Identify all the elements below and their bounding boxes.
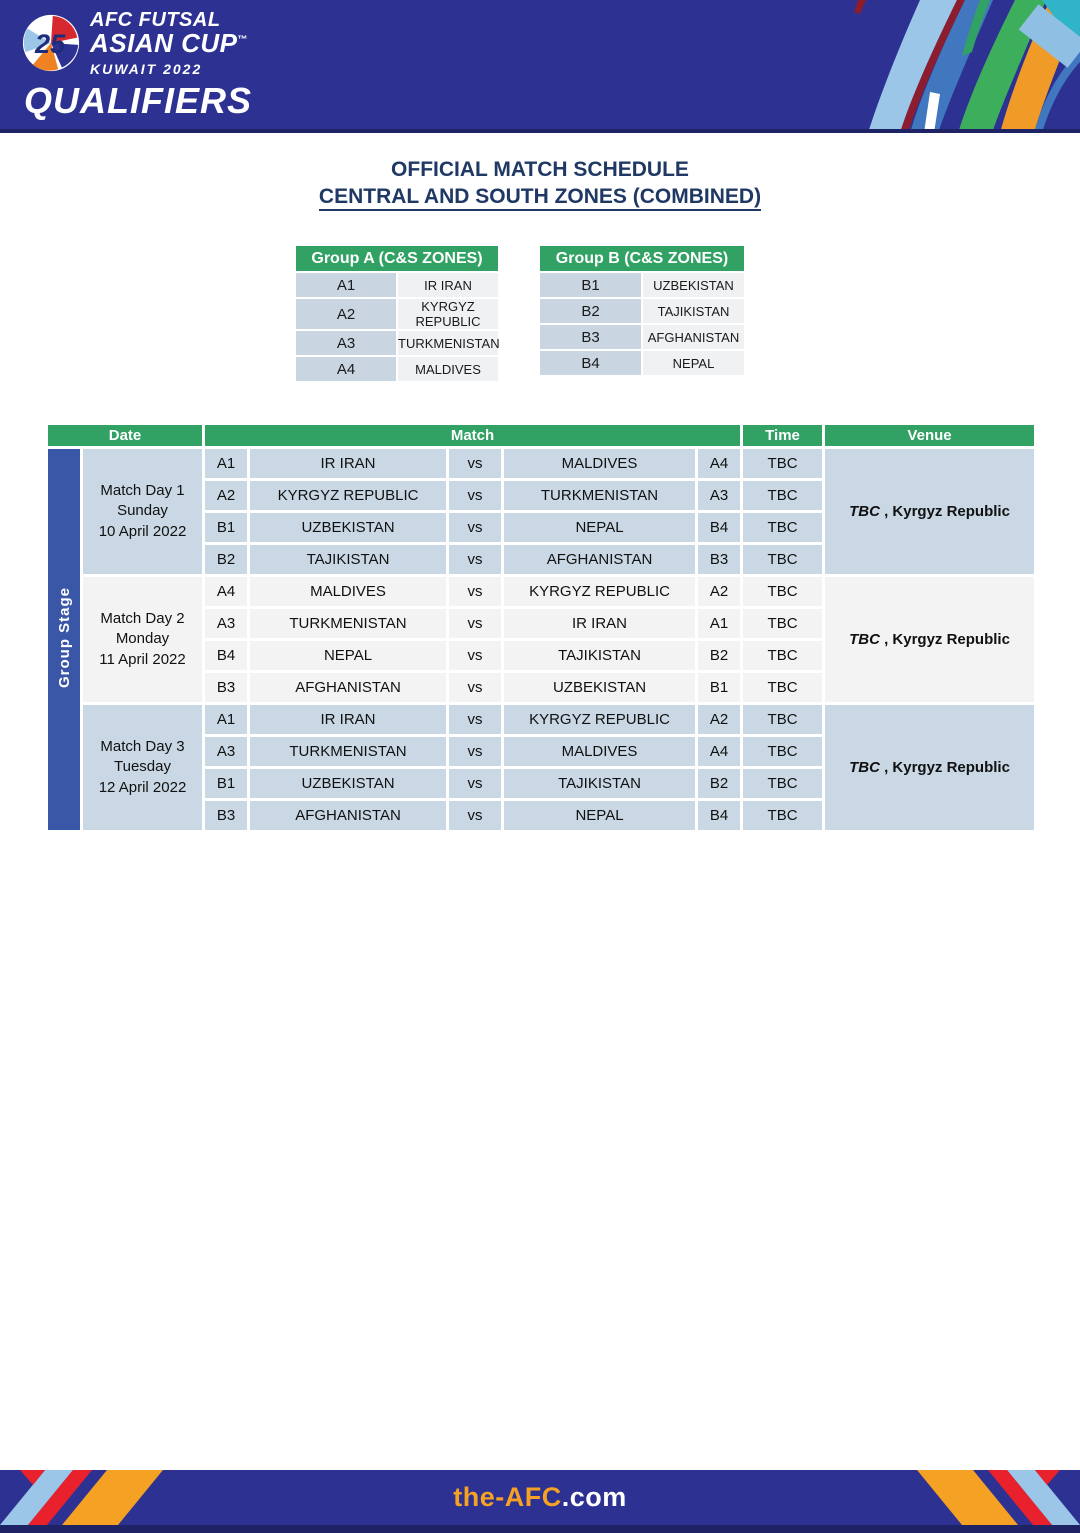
venue-column-header: Venue (825, 425, 1034, 446)
away-code: A4 (698, 449, 740, 478)
vs-label: vs (449, 513, 501, 542)
away-team: TURKMENISTAN (504, 481, 695, 510)
away-team: KYRGYZ REPUBLIC (504, 577, 695, 606)
time-cell: TBC (743, 449, 822, 478)
vs-label: vs (449, 737, 501, 766)
match-row (48, 705, 1034, 734)
away-team: MALDIVES (504, 449, 695, 478)
vs-label: vs (449, 577, 501, 606)
header-ribbon-decoration-icon (830, 0, 1080, 133)
vs-label: vs (449, 449, 501, 478)
schedule-header-row (48, 425, 1034, 446)
away-team: AFGHANISTAN (504, 545, 695, 574)
home-team: TURKMENISTAN (250, 737, 446, 766)
home-team: AFGHANISTAN (250, 801, 446, 830)
vs-label: vs (449, 641, 501, 670)
away-code: A1 (698, 609, 740, 638)
logo-ball-icon (22, 14, 80, 72)
team-name: TAJIKISTAN (643, 299, 744, 323)
away-code: A4 (698, 737, 740, 766)
team-name: NEPAL (643, 351, 744, 375)
team-code: B3 (540, 325, 641, 349)
group-stage-strip (48, 449, 80, 830)
home-code: A4 (205, 577, 247, 606)
away-code: A2 (698, 577, 740, 606)
home-team: NEPAL (250, 641, 446, 670)
away-code: A3 (698, 481, 740, 510)
home-team: IR IRAN (250, 705, 446, 734)
time-cell: TBC (743, 737, 822, 766)
venue-cell: TBC , Kyrgyz Republic (825, 449, 1034, 574)
away-team: NEPAL (504, 801, 695, 830)
logo-line2: ASIAN CUP™ (90, 28, 249, 59)
home-team: KYRGYZ REPUBLIC (250, 481, 446, 510)
home-team: UZBEKISTAN (250, 513, 446, 542)
away-code: B1 (698, 673, 740, 702)
date-column-header: Date (48, 425, 202, 446)
footer-banner (0, 1470, 1080, 1525)
vs-label: vs (449, 545, 501, 574)
team-code: A2 (296, 299, 396, 329)
time-cell: TBC (743, 513, 822, 542)
home-team: AFGHANISTAN (250, 673, 446, 702)
vs-label: vs (449, 769, 501, 798)
home-code: A1 (205, 449, 247, 478)
table-row (540, 325, 744, 349)
team-name: UZBEKISTAN (643, 273, 744, 297)
home-code: B3 (205, 673, 247, 702)
home-code: B1 (205, 513, 247, 542)
trademark-symbol: ™ (237, 34, 249, 46)
header-bottom-edge (0, 129, 1080, 133)
group-a-header: Group A (C&S ZONES) (296, 246, 498, 271)
time-cell: TBC (743, 481, 822, 510)
away-code: B2 (698, 641, 740, 670)
vs-label: vs (449, 609, 501, 638)
match-row (48, 449, 1034, 478)
home-code: A3 (205, 737, 247, 766)
website-url (0, 1482, 1080, 1513)
team-code: B1 (540, 273, 641, 297)
title-line2: CENTRAL AND SOUTH ZONES (COMBINED) (0, 183, 1080, 210)
home-code: A2 (205, 481, 247, 510)
team-code: A4 (296, 357, 396, 381)
away-code: B3 (698, 545, 740, 574)
team-name: MALDIVES (398, 357, 498, 381)
home-team: TURKMENISTAN (250, 609, 446, 638)
time-column-header: Time (743, 425, 822, 446)
schedule-table (45, 422, 1037, 833)
vs-label: vs (449, 705, 501, 734)
home-team: UZBEKISTAN (250, 769, 446, 798)
home-code: B1 (205, 769, 247, 798)
away-team: UZBEKISTAN (504, 673, 695, 702)
title-line1: OFFICIAL MATCH SCHEDULE (391, 158, 689, 181)
header-banner (0, 0, 1080, 133)
date-cell: Match Day 3 Tuesday 12 April 2022 (83, 705, 202, 830)
time-cell: TBC (743, 545, 822, 574)
vs-label: vs (449, 801, 501, 830)
team-name: TURKMENISTAN (398, 331, 498, 355)
time-cell: TBC (743, 577, 822, 606)
vs-label: vs (449, 673, 501, 702)
group-b-table (538, 244, 746, 377)
time-cell: TBC (743, 705, 822, 734)
website-tld: .com (561, 1482, 627, 1512)
time-cell: TBC (743, 609, 822, 638)
logo-line3: KUWAIT 2022 (90, 60, 203, 77)
table-row (296, 299, 498, 329)
date-cell: Match Day 1 Sunday 10 April 2022 (83, 449, 202, 574)
table-row (296, 357, 498, 381)
away-team: NEPAL (504, 513, 695, 542)
team-name: AFGHANISTAN (643, 325, 744, 349)
document-title (0, 156, 1080, 211)
group-a-table (294, 244, 500, 383)
team-code: A3 (296, 331, 396, 355)
table-row (296, 331, 498, 355)
home-team: IR IRAN (250, 449, 446, 478)
group-b-header: Group B (C&S ZONES) (540, 246, 744, 271)
venue-cell: TBC , Kyrgyz Republic (825, 577, 1034, 702)
qualifiers-wordmark: QUALIFIERS (24, 80, 253, 121)
time-cell: TBC (743, 769, 822, 798)
home-code: A1 (205, 705, 247, 734)
home-code: B4 (205, 641, 247, 670)
away-team: IR IRAN (504, 609, 695, 638)
team-name: IR IRAN (398, 273, 498, 297)
table-row (296, 273, 498, 297)
bottom-edge-strip (0, 1525, 1080, 1533)
stage-label: Group Stage (55, 586, 73, 688)
time-cell: TBC (743, 673, 822, 702)
table-row (540, 299, 744, 323)
table-row (540, 273, 744, 297)
away-code: A2 (698, 705, 740, 734)
home-code: B2 (205, 545, 247, 574)
away-team: MALDIVES (504, 737, 695, 766)
away-team: KYRGYZ REPUBLIC (504, 705, 695, 734)
home-team: TAJIKISTAN (250, 545, 446, 574)
table-row (540, 351, 744, 375)
team-name: KYRGYZ REPUBLIC (398, 299, 498, 329)
away-code: B4 (698, 801, 740, 830)
match-row (48, 577, 1034, 606)
vs-label: vs (449, 481, 501, 510)
team-code: A1 (296, 273, 396, 297)
away-code: B2 (698, 769, 740, 798)
away-team: TAJIKISTAN (504, 769, 695, 798)
match-column-header: Match (205, 425, 740, 446)
team-code: B4 (540, 351, 641, 375)
logo-badge-number: 25 (34, 28, 66, 60)
time-cell: TBC (743, 801, 822, 830)
team-code: B2 (540, 299, 641, 323)
home-code: B3 (205, 801, 247, 830)
venue-cell: TBC , Kyrgyz Republic (825, 705, 1034, 830)
website-name: the-AFC (453, 1482, 562, 1512)
logo-wordmark (90, 10, 248, 76)
time-cell: TBC (743, 641, 822, 670)
logo-line1: AFC FUTSAL (90, 9, 221, 31)
home-team: MALDIVES (250, 577, 446, 606)
away-team: TAJIKISTAN (504, 641, 695, 670)
home-code: A3 (205, 609, 247, 638)
date-cell: Match Day 2 Monday 11 April 2022 (83, 577, 202, 702)
tournament-logo (22, 10, 248, 76)
away-code: B4 (698, 513, 740, 542)
